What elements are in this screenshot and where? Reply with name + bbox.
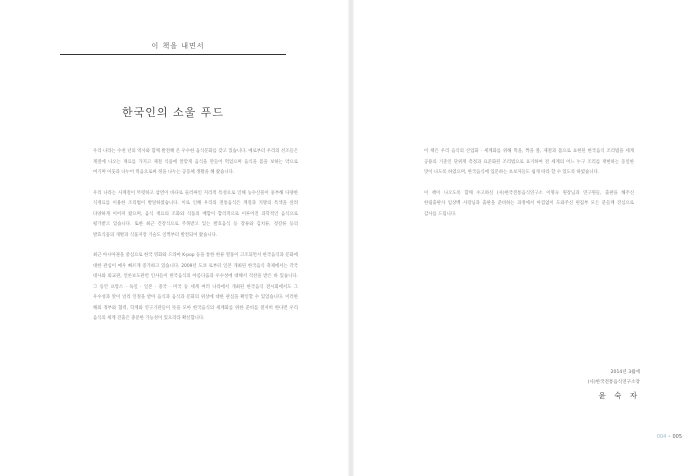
page-numbers bbox=[620, 434, 682, 440]
page-number-separator: • bbox=[667, 434, 671, 440]
page-gutter bbox=[348, 0, 354, 476]
paragraph: 우리 나라는 수천 년의 역사와 함께 발전해 온 우수한 음식문화를 갖고 있습니다. 예로부터 우리의 선조들은 계절에 나오는 재료를 가지고 제철 식품에 알맞게 음식을 만들어 먹었으며 음식을 몸을 보하는 약으로 여기며 이웃과 나누어 먹음으로써 정을 나누는 공동체 생활을 해 왔습니다. bbox=[93, 149, 298, 175]
signature-date: 2014년 3월에 bbox=[610, 370, 640, 375]
right-page-body bbox=[424, 147, 634, 230]
header-rule bbox=[60, 54, 286, 55]
page-number-left: 004 bbox=[656, 434, 667, 440]
signature-block bbox=[424, 368, 640, 401]
section-header-label: 이 책을 내면서 bbox=[151, 42, 205, 50]
paragraph: 우리 나라는 사계절이 뚜렷하고 삼면이 바다로 둘러싸인 지리적 특성으로 인해 농수산물이 풍부해 다양한 식재료를 이용한 조리법이 발달하였습니다. 이로 인해 우리의 전통음식은 계절과 지방의 특색을 살려 다양하게 이어져 왔으며, 음식 재료의 조화와 식품의 배합이 합리적으로 이루어진 과학적인 음식으로 평가받고 있습니다. 또한 최근 건강식으로 주목받고 있는 발효음식 등 장류와 김치류, 젓갈류 등의 발효식품의 개발과 식품저장 기술도 일찍부터 발전되어 왔습니다. bbox=[93, 190, 298, 238]
signature-organization: (사)한국전통음식연구소장 bbox=[587, 380, 640, 385]
page-title: 한국인의 소울 푸드 bbox=[121, 106, 224, 119]
page-number-right: 005 bbox=[672, 434, 682, 440]
paragraph: 이 책은 우리 음식의 산업화 · 세계화를 위해 먹을, 짝을 볼, 제철과 몸으로 표현된 한국음식 조리법을 세계 공용의 기준인 단위계 측정과 표준화된 조리법으로 표기하여 전 세계의 어느 누구 조리를 재현하는 동일한 맛이 나도록 하였으며, 한국음식에 입문하는 초보자들도 쉽게 따라 할 수 있도록 하였습니다. bbox=[424, 149, 634, 175]
paragraph: 최근 아시아권을 중심으로 한국 영화와 드라마 K-pop 등을 통한 한류 열풍이 고조되면서 한국음식과 문화에 대한 관심이 매우 빠르게 증가하고 있습니다. 2009년 도쿄 로부터 일본 개최된 한국음식 축제에서는 각국 대사와 외교관, 언론보도관련 인사들이 한국음식의 아름다움과 우수성에 대해서 격찬을 받은 바 있습니다. 그 동안 프랑스 · 독일 · 일본 · 중국 · 미국 등 세계 여러 나라에서 개최된 한국음식 전시회에서도 그 우수성과 맛이 널리 인정을 받아 음식과 음식과 문화의 위상에 대한 관심을 확인할 수 있었습니다. 이러한 해외 정부와 협력, 학계와 연구기관들이 뜻을 모아 한국음식의 세계화를 위한 준비를 철저히 한다면 우리 음식의 세계 진출은 충분한 가능성이 있으리라 확신합니다. bbox=[93, 253, 298, 321]
left-page-body bbox=[93, 147, 298, 335]
paragraph: 이 책이 나오도록 함께 수고하신 (사)한국전통음식연구소 이명숙 원장님과 연구원들, 출판을 해주신 한림출판사 임상백 사장님과 출판을 준비하는 과정에서 아낌없이 도와주신 편집부 모든 분들께 진심으로 감사를 드립니다. bbox=[424, 190, 634, 217]
signature-name: 윤 숙 자 bbox=[598, 391, 640, 400]
